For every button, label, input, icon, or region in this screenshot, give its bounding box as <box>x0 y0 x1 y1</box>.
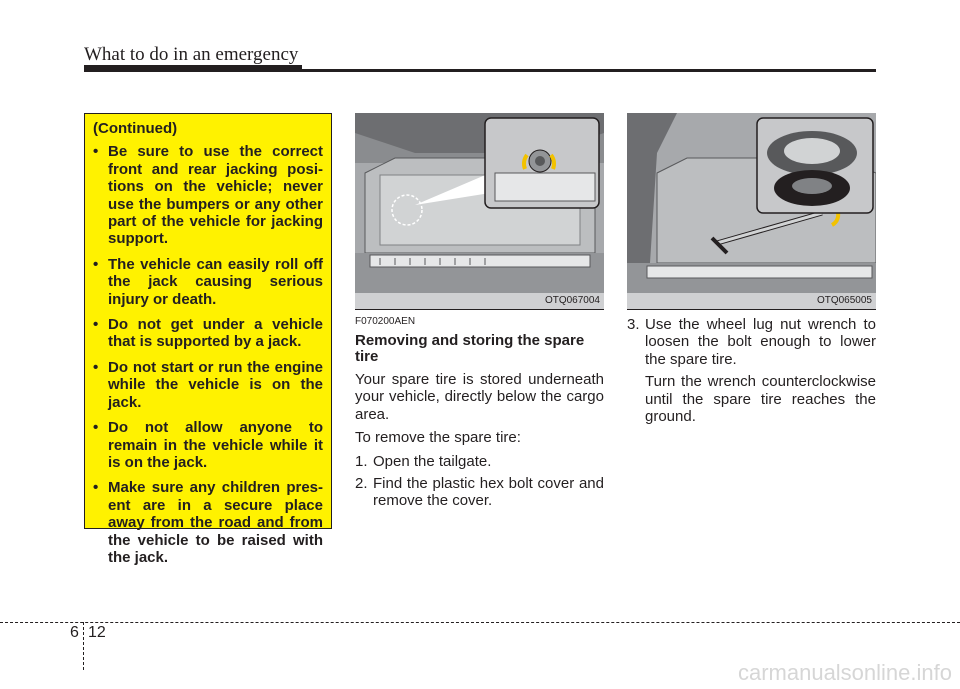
step-item <box>627 316 876 368</box>
caution-item: • Do not allow anyone to remain in the vehicle while it is on the jack. <box>93 419 323 471</box>
watermark: carmanualsonline.info <box>737 660 952 685</box>
cargo-area-illustration <box>355 113 604 310</box>
step-item <box>355 453 604 470</box>
section-heading: Removing and storing the spare tire <box>355 332 585 365</box>
page-header-title: What to do in an emergency <box>84 44 299 65</box>
header-rule <box>84 69 876 72</box>
caution-item: • Be sure to use the correct front and rear jacking posi-tions on the vehicle; never use the bumpers or any other part of the vehicle for jacking support. <box>93 143 323 247</box>
caution-list <box>93 143 323 566</box>
figure-lug-wrench <box>627 113 876 310</box>
step-number: 3. <box>627 316 640 333</box>
step-text: Find the plastic hex bolt cover and remove the cover. <box>373 475 604 510</box>
spare-tire-illustration <box>627 113 876 310</box>
footer-rule <box>0 622 960 623</box>
figure-hex-bolt-cover <box>355 113 604 310</box>
lead-paragraph: To remove the spare tire: <box>355 429 521 447</box>
step-text: Open the tailgate. <box>373 452 492 470</box>
step-text: Use the wheel lug nut wrench to loosen the bolt enough to lower the spare tire. <box>645 316 876 368</box>
chapter-number: 6 <box>70 624 79 641</box>
intro-paragraph: Your spare tire is stored underneath your vehicle, directly below the cargo area. <box>355 371 604 423</box>
caution-continued-label: (Continued) <box>93 120 178 137</box>
caution-box <box>84 113 332 566</box>
figure-code: OTQ067004 <box>355 293 604 309</box>
page-number: 12 <box>88 624 106 641</box>
step-item <box>355 475 604 510</box>
footer-divider <box>83 622 84 670</box>
step-note: Turn the wrench counterclockwise until the spare tire reaches the ground. <box>645 373 876 426</box>
caution-item: • Make sure any children pres-ent are in a secure place away from the road and from the vehicle to be raised with the jack. <box>93 479 323 566</box>
caution-item: • Do not start or run the engine while the vehicle is on the jack. <box>93 359 323 411</box>
section-column-continued <box>627 316 876 425</box>
step-number: 2. <box>355 475 368 493</box>
section-code: F070200AEN <box>355 316 416 327</box>
section-column-main <box>355 316 604 515</box>
caution-item: • Do not get under a vehicle that is supported by a jack. <box>93 316 323 351</box>
step-number: 1. <box>355 452 368 470</box>
caution-item: • The vehicle can easily roll off the jack causing serious injury or death. <box>93 256 323 308</box>
figure-code: OTQ065005 <box>627 293 876 309</box>
